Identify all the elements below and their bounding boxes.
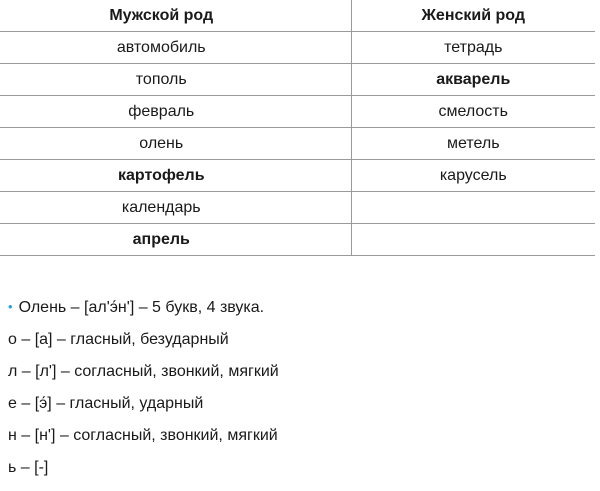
cell-masculine: олень: [0, 128, 351, 160]
analysis-summary-text: Олень – [ал'э́н'] – 5 букв, 4 звука.: [18, 299, 265, 316]
cell-feminine: метель: [351, 128, 595, 160]
cell-feminine: тетрадь: [351, 32, 595, 64]
cell-masculine: тополь: [0, 64, 351, 96]
table-row: [0, 64, 595, 96]
analysis-line-o: о – [а] – гласный, безударный: [8, 331, 229, 348]
table-row: [0, 192, 595, 224]
analysis-line-n: н – [н'] – согласный, звонкий, мягкий: [8, 427, 278, 444]
table-row: [0, 160, 595, 192]
bullet-icon: •: [8, 299, 13, 314]
table-row: [0, 96, 595, 128]
cell-feminine: [351, 224, 595, 256]
cell-feminine: карусель: [351, 160, 595, 192]
table-row: [0, 224, 595, 256]
cell-masculine: апрель: [0, 224, 351, 256]
table-header-row: [0, 0, 595, 32]
analysis-summary-line: [8, 292, 588, 324]
cell-masculine: автомобиль: [0, 32, 351, 64]
header-feminine: Женский род: [351, 0, 595, 32]
cell-feminine: акварель: [351, 64, 595, 96]
cell-masculine: картофель: [0, 160, 351, 192]
phonetic-analysis: [8, 292, 588, 484]
header-masculine: Мужской род: [0, 0, 351, 32]
analysis-line-l: л – [л'] – согласный, звонкий, мягкий: [8, 363, 279, 380]
analysis-line-e: е – [э́] – гласный, ударный: [8, 395, 204, 412]
table-row: [0, 32, 595, 64]
table-row: [0, 128, 595, 160]
cell-masculine: календарь: [0, 192, 351, 224]
table-body: [0, 32, 595, 256]
cell-feminine: смелость: [351, 96, 595, 128]
analysis-line-soft-sign: ь – [-]: [8, 459, 49, 476]
cell-feminine: [351, 192, 595, 224]
cell-masculine: февраль: [0, 96, 351, 128]
